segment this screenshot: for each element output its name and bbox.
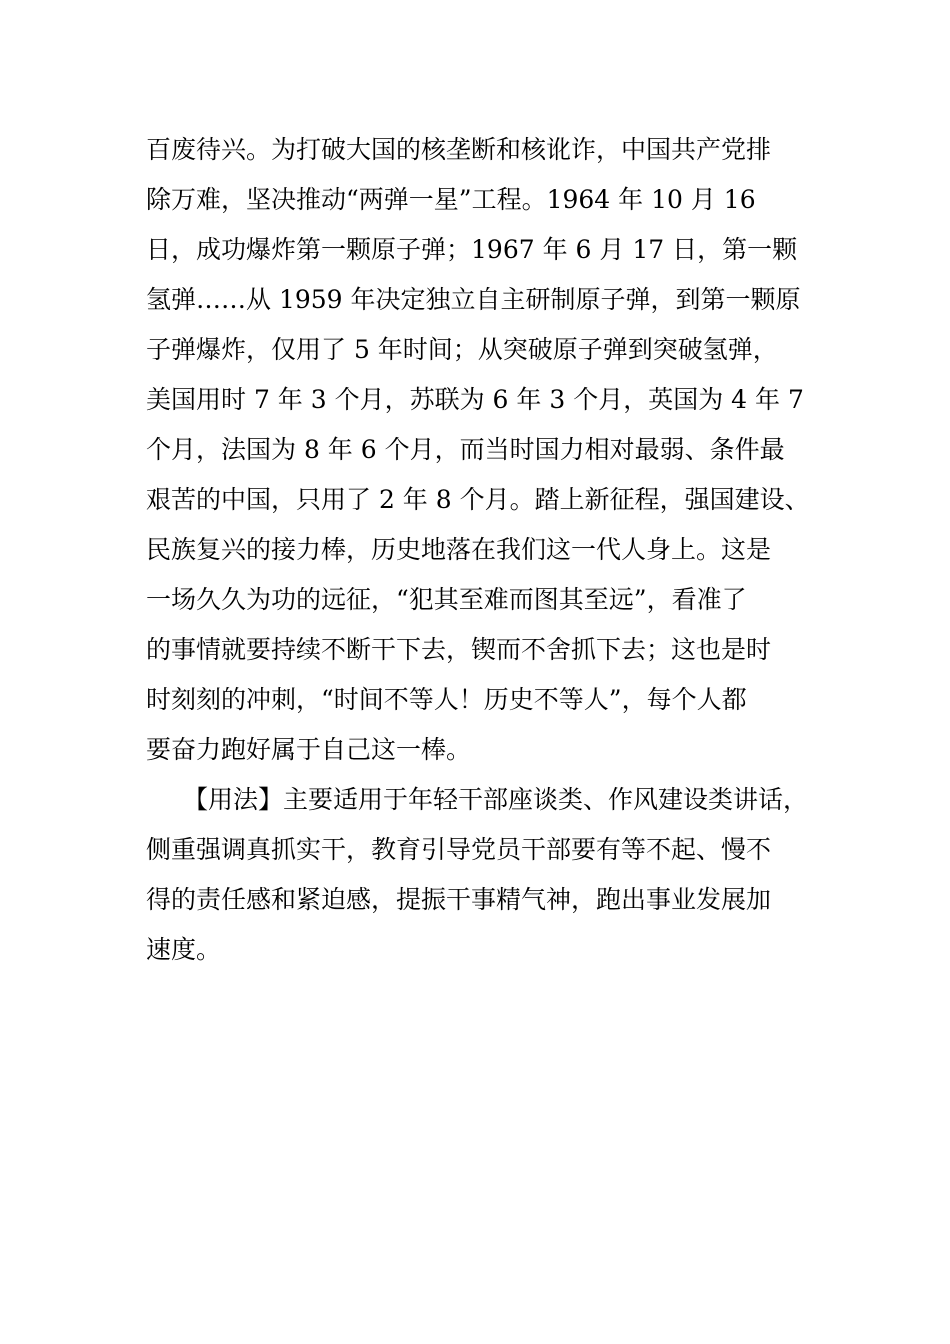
paragraph-history — [146, 125, 826, 775]
text-line: 得的责任感和紧迫感，提振干事精气神，跑出事业发展加 — [146, 885, 772, 914]
text-line: 子弹爆炸，仅用了 5 年时间；从突破原子弹到突破氢弹， — [146, 335, 778, 364]
text-line: 民族复兴的接力棒，历史地落在我们这一代人身上。这是 — [146, 535, 772, 564]
text-line: 【用法】主要适用于年轻干部座谈类、作风建设类讲话， — [183, 785, 809, 814]
paragraph-usage — [146, 775, 826, 975]
text-line: 除万难，坚决推动“两弹一星”工程。1964 年 10 月 16 — [146, 185, 756, 214]
text-line: 艰苦的中国，只用了 2 年 8 个月。踏上新征程，强国建设、 — [146, 485, 810, 514]
text-line: 速度。 — [146, 935, 222, 964]
text-line: 侧重强调真抓实干，教育引导党员干部要有等不起、慢不 — [146, 835, 772, 864]
text-line: 美国用时 7 年 3 个月，苏联为 6 年 3 个月，英国为 4 年 7 — [146, 385, 804, 414]
text-line: 要奋力跑好属于自己这一棒。 — [146, 735, 472, 764]
text-line: 百废待兴。为打破大国的核垄断和核讹诈，中国共产党排 — [146, 135, 772, 164]
text-line: 的事情就要持续不断干下去，锲而不舍抓下去；这也是时 — [146, 635, 772, 664]
text-line: 个月，法国为 8 年 6 个月，而当时国力相对最弱、条件最 — [146, 435, 785, 464]
document-body — [146, 125, 826, 975]
text-line: 氢弹……从 1959 年决定独立自主研制原子弹，到第一颗原 — [146, 285, 801, 314]
text-line: 时刻刻的冲刺，“时间不等人！历史不等人”，每个人都 — [146, 685, 747, 714]
text-line: 日，成功爆炸第一颗原子弹；1967 年 6 月 17 日，第一颗 — [146, 235, 798, 264]
text-line: 一场久久为功的远征，“犯其至难而图其至远”，看准了 — [146, 585, 747, 614]
